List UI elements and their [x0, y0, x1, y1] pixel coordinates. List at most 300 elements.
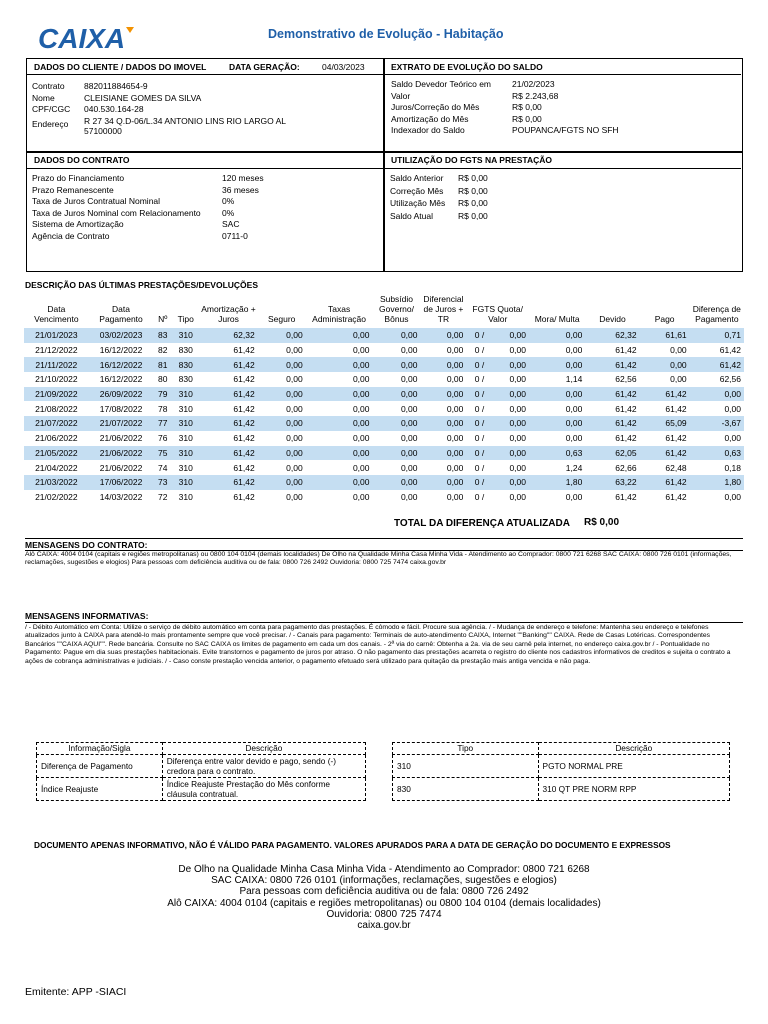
table-cell: 21/12/2022 — [35, 345, 78, 356]
cpf-value: 040.530.164-28 — [84, 104, 144, 114]
balance-row-label: Juros/Correção do Mês — [391, 102, 480, 112]
table-cell: 0,00 — [565, 491, 583, 502]
table-cell: 310 — [178, 462, 193, 473]
messages-contract-title: MENSAGENS DO CONTRATO: — [25, 540, 148, 550]
table-cell: 0,00 — [487, 446, 529, 461]
contract-row-label: Taxa de Juros Contratual Nominal — [32, 196, 161, 206]
balance-row-label: Indexador do Saldo — [391, 125, 465, 135]
table-cell: 0 / — [466, 357, 487, 372]
date-value: 04/03/2023 — [322, 62, 365, 72]
table-cell: 0,00 — [400, 462, 418, 473]
table-cell: 61,42 — [233, 345, 255, 356]
table-cell: 76 — [158, 433, 168, 444]
messages-info-title: MENSAGENS INFORMATIVAS: — [25, 611, 149, 621]
table-cell: 61,42 — [615, 345, 637, 356]
table-cell: 61,42 — [640, 475, 690, 490]
table-cell: 0,00 — [670, 374, 687, 385]
table-row — [24, 431, 744, 446]
table-cell: 0,00 — [420, 446, 466, 461]
table-cell: 0,00 — [258, 357, 306, 372]
table-cell: 21/02/2022 — [35, 491, 78, 502]
table-cell: 0,00 — [529, 357, 585, 372]
table-cell: 61,42 — [690, 357, 744, 372]
table-cell: 0,00 — [420, 328, 466, 343]
table-cell: -3,67 — [690, 416, 744, 431]
table-cell: 16/12/2022 — [89, 357, 154, 372]
legend-row — [37, 755, 366, 778]
fgts-box — [383, 151, 743, 272]
legend-cell: 310 — [393, 755, 539, 778]
table-cell: 61,42 — [585, 357, 639, 372]
table-row — [24, 343, 744, 358]
client-box — [26, 58, 385, 153]
table-cell: 0,00 — [529, 387, 585, 402]
table-cell: 62,56 — [719, 374, 741, 385]
table-cell: 21/08/2022 — [35, 403, 78, 414]
table-cell: 17/06/2022 — [89, 475, 154, 490]
table-cell: 0,00 — [509, 462, 526, 473]
table-cell: 0,18 — [724, 462, 741, 473]
table-cell: 62,32 — [585, 328, 639, 343]
divider — [25, 622, 743, 623]
column-header: Data Vencimento — [34, 304, 79, 324]
legend-row — [393, 778, 730, 801]
table-cell: 0,00 — [372, 328, 420, 343]
footer-line: Ouvidoria: 0800 725 7474 — [326, 908, 442, 920]
table-cell: 61,42 — [665, 433, 687, 444]
table-cell: 74 — [158, 462, 168, 473]
fgts-row-value: R$ 0,00 — [458, 185, 488, 196]
table-cell: 65,09 — [640, 416, 690, 431]
table-cell: 81 — [153, 357, 172, 372]
table-cell: 0,00 — [306, 328, 373, 343]
table-cell: 21/06/2022 — [99, 462, 143, 473]
divider — [25, 538, 743, 539]
table-cell: 21/03/2022 — [24, 475, 89, 490]
table-cell: 61,42 — [199, 416, 257, 431]
legend-type-header — [393, 743, 730, 755]
table-cell: 0,00 — [446, 374, 464, 385]
logo-accent-shape — [126, 27, 134, 33]
column-header: Tipo — [177, 314, 194, 324]
table-cell: 0 / — [474, 462, 485, 473]
legend-header: Informação/Sigla — [37, 743, 163, 755]
contract-label: Contrato — [32, 81, 65, 91]
table-cell: 0,00 — [565, 403, 583, 414]
table-cell: 78 — [158, 403, 168, 414]
table-cell: 0,63 — [690, 446, 744, 461]
table-cell: 0 / — [466, 446, 487, 461]
table-cell: 82 — [158, 345, 168, 356]
table-cell: 0,00 — [690, 387, 744, 402]
fgts-row-value: R$ 0,00 — [458, 173, 488, 183]
installments-table — [24, 294, 744, 504]
table-cell: 1,80 — [690, 475, 744, 490]
client-section-title: DADOS DO CLIENTE / DADOS DO IMOVEL — [34, 62, 207, 72]
table-cell: 0 / — [466, 328, 487, 343]
table-cell: 0,71 — [690, 328, 744, 343]
table-cell: 61,61 — [640, 328, 690, 343]
legend-cell: Diferença de Pagamento — [37, 755, 163, 778]
table-cell: 0,00 — [509, 345, 526, 356]
table-cell: 21/10/2022 — [35, 374, 78, 385]
table-cell: 77 — [153, 416, 172, 431]
column-header: Diferença de Pagamento — [692, 304, 741, 324]
table-cell: 61,42 — [665, 403, 687, 414]
address-value-line1: R 27 34 Q.D-06/L.34 ANTONIO LINS RIO LARGO AL — [84, 116, 287, 126]
table-cell: 61,42 — [719, 345, 741, 356]
footer-contacts — [0, 864, 768, 931]
fgts-row-label: Correção Mês — [390, 185, 444, 196]
installments-body — [24, 328, 744, 504]
table-cell: 0,00 — [724, 433, 741, 444]
column-header: Mora/ Multa — [534, 314, 580, 324]
contract-row-label: Agência de Contrato — [32, 230, 110, 241]
table-cell: 0,00 — [420, 357, 466, 372]
legend-type-table — [392, 742, 730, 801]
table-cell: 0,00 — [487, 357, 529, 372]
legend-cell: PGTO NORMAL PRE — [538, 755, 729, 778]
table-cell: 0,00 — [446, 345, 464, 356]
table-cell: 830 — [178, 374, 193, 385]
legend-info-table — [36, 742, 366, 801]
table-cell: 0,00 — [286, 345, 303, 356]
table-cell: 310 — [172, 416, 199, 431]
address-label: Endereço — [32, 119, 69, 129]
table-cell: 61,42 — [233, 491, 255, 502]
table-cell: 0,00 — [372, 446, 420, 461]
table-cell: 0,00 — [258, 446, 306, 461]
table-cell: 61,42 — [199, 357, 257, 372]
legend-row — [37, 778, 366, 801]
table-cell: 0 / — [474, 491, 485, 502]
table-cell: 0,00 — [352, 433, 370, 444]
footer-line: SAC CAIXA: 0800 726 0101 (informações, reclamações, sugestões e elogios) — [211, 875, 557, 887]
table-row — [24, 372, 744, 387]
legend-cell: Índice Reajuste — [37, 778, 163, 801]
legend-cell: 830 — [393, 778, 539, 801]
contract-row-label: Sistema de Amortização — [32, 219, 124, 229]
fgts-row-label: Saldo Atual — [390, 210, 434, 221]
date-label: DATA GERAÇÃO: — [229, 62, 300, 72]
table-cell: 0,00 — [640, 357, 690, 372]
name-label: Nome — [32, 93, 55, 103]
table-cell: 0,00 — [509, 403, 526, 414]
table-row — [24, 446, 744, 461]
legend-cell: Diferença entre valor devido e pago, sendo (-) credora para o contrato. — [162, 755, 365, 778]
divider — [383, 74, 741, 75]
table-row — [24, 490, 744, 505]
table-cell: 62,66 — [615, 462, 637, 473]
table-cell: 0,00 — [352, 345, 370, 356]
table-cell: 0,00 — [487, 416, 529, 431]
fgts-row-value: R$ 0,00 — [458, 198, 488, 208]
table-cell: 21/09/2022 — [24, 387, 89, 402]
table-cell: 0,00 — [565, 345, 583, 356]
table-cell: 0,00 — [306, 416, 373, 431]
contract-value: 882011884654-9 — [84, 81, 148, 91]
divider — [26, 168, 383, 169]
table-cell: 0,00 — [400, 491, 418, 502]
table-row — [24, 387, 744, 402]
table-cell: 61,42 — [199, 387, 257, 402]
table-cell: 0,00 — [509, 433, 526, 444]
column-header: FGTS Quota/ Valor — [472, 304, 523, 324]
table-row — [24, 475, 744, 490]
column-header: Diferencial de Juros + TR — [423, 294, 464, 324]
table-cell: 0,00 — [446, 403, 464, 414]
table-cell: 1,24 — [565, 462, 583, 473]
contract-row-label: Prazo Remanescente — [32, 184, 114, 195]
table-cell: 310 — [178, 491, 193, 502]
column-header: Amortização + Juros — [201, 304, 256, 324]
legend-type-body — [393, 755, 730, 801]
table-cell: 21/01/2023 — [24, 328, 89, 343]
fgts-row-label: Utilização Mês — [390, 198, 446, 208]
table-cell: 61,42 — [199, 446, 257, 461]
column-header: Pago — [654, 314, 675, 324]
table-cell: 0,00 — [352, 403, 370, 414]
table-cell: 14/03/2022 — [99, 491, 143, 502]
table-cell: 0 / — [474, 374, 485, 385]
table-cell: 0 / — [466, 475, 487, 490]
table-cell: 310 — [172, 387, 199, 402]
contract-row-value: 0% — [222, 207, 235, 218]
table-cell: 16/12/2022 — [99, 345, 143, 356]
legend-header: Descrição — [538, 743, 729, 755]
total-label: TOTAL DA DIFERENÇA ATUALIZADA — [394, 518, 570, 529]
table-cell: 21/11/2022 — [24, 357, 89, 372]
table-cell: 72 — [158, 491, 168, 502]
table-cell: 310 — [172, 328, 199, 343]
table-cell: 26/09/2022 — [89, 387, 154, 402]
legend-info-header — [37, 743, 366, 755]
table-cell: 62,32 — [199, 328, 257, 343]
table-cell: 0,00 — [352, 374, 370, 385]
table-cell: 0,63 — [529, 446, 585, 461]
table-cell: 21/06/2022 — [89, 446, 154, 461]
table-cell: 0,00 — [487, 387, 529, 402]
table-cell: 61,42 — [233, 433, 255, 444]
table-cell: 310 — [178, 403, 193, 414]
contract-section-title: DADOS DO CONTRATO — [34, 155, 130, 165]
table-cell: 0,00 — [258, 416, 306, 431]
contract-row-value: 36 meses — [222, 184, 259, 195]
table-cell: 0 / — [466, 416, 487, 431]
table-cell: 61,42 — [640, 387, 690, 402]
table-cell: 0,00 — [372, 475, 420, 490]
address-value-line2: 57100000 — [84, 126, 122, 136]
table-cell: 0,00 — [529, 328, 585, 343]
fgts-row-value: R$ 0,00 — [458, 210, 488, 221]
table-cell: 61,42 — [615, 433, 637, 444]
table-cell: 0,00 — [306, 446, 373, 461]
table-cell: 0,00 — [372, 357, 420, 372]
table-cell: 0,00 — [286, 403, 303, 414]
balance-row-value: 21/02/2023 — [512, 79, 555, 89]
table-cell: 0 / — [474, 345, 485, 356]
divider — [383, 168, 741, 169]
table-cell: 61,42 — [233, 403, 255, 414]
table-cell: 61,42 — [615, 403, 637, 414]
table-cell: 0 / — [466, 387, 487, 402]
contract-row-value: 120 meses — [222, 173, 264, 183]
table-cell: 0,00 — [258, 328, 306, 343]
table-cell: 830 — [172, 357, 199, 372]
table-cell: 0,00 — [306, 387, 373, 402]
table-cell: 21/06/2022 — [99, 433, 143, 444]
table-cell: 0,00 — [446, 491, 464, 502]
messages-contract-text: Alô CAIXA: 4004 0104 (capitais e regiões metropolitanas) ou 0800 104 0104 (demais localidades) De Olho na Qualidade Minha Casa Minha Vida - Atendimento ao Comprador: 0800 721 6268 SAC CAIXA: 0800 726 0101 (informações, reclamações, sugestões e elogios) Para pessoas com deficiência auditiva ou de fala: 0800 726 2492 Ouvidoria: 0800 725 7474 caixa.gov.br — [25, 551, 732, 567]
column-header: Nº — [158, 314, 168, 324]
table-cell: 73 — [153, 475, 172, 490]
balance-row-value: R$ 0,00 — [512, 113, 542, 124]
table-cell: 0,00 — [487, 328, 529, 343]
balance-row-label: Saldo Devedor Teórico em — [391, 79, 492, 89]
table-cell: 61,42 — [640, 446, 690, 461]
table-cell: 61,42 — [585, 387, 639, 402]
table-cell: 0,00 — [258, 475, 306, 490]
table-cell: 0,00 — [420, 387, 466, 402]
column-header: Seguro — [267, 314, 296, 324]
logo-text: CAIXA — [38, 24, 126, 54]
contract-row-value: SAC — [222, 219, 240, 229]
legend-row — [393, 755, 730, 778]
table-cell: 0,00 — [509, 374, 526, 385]
legend-header: Tipo — [393, 743, 539, 755]
balance-row-value: R$ 2.243,68 — [512, 90, 559, 101]
caixa-logo — [38, 24, 158, 54]
installments-header-row — [24, 294, 744, 328]
table-cell: 310 — [172, 446, 199, 461]
table-cell: 830 — [178, 345, 193, 356]
table-cell: 61,42 — [233, 374, 255, 385]
total-value: R$ 0,00 — [584, 517, 620, 528]
cpf-label: CPF/CGC — [32, 104, 71, 114]
balance-row-label: Amortização do Mês — [391, 113, 469, 124]
table-cell: 0,00 — [306, 357, 373, 372]
table-cell: 0,00 — [565, 433, 583, 444]
divider — [26, 74, 383, 75]
table-cell: 75 — [153, 446, 172, 461]
contract-row-value: 0% — [222, 196, 235, 206]
table-cell: 83 — [153, 328, 172, 343]
table-cell: 79 — [153, 387, 172, 402]
table-cell: 0,00 — [487, 475, 529, 490]
disclaimer: DOCUMENTO APENAS INFORMATIVO, NÃO É VÁLIDO PARA PAGAMENTO. VALORES APURADOS PARA A DATA DE GERAÇÃO DO DOCUMENTO E EXPRESSOS — [34, 840, 671, 850]
table-cell: 0 / — [474, 433, 485, 444]
table-cell: 0,00 — [420, 475, 466, 490]
balance-row-label: Valor — [391, 90, 411, 101]
table-cell: 0,00 — [400, 374, 418, 385]
table-cell: 0,00 — [400, 433, 418, 444]
table-cell: 0,00 — [529, 416, 585, 431]
table-cell: 0,00 — [286, 491, 303, 502]
footer-line: Alô CAIXA: 4004 0104 (capitais e regiões metropolitanas) ou 0800 104 0104 (demais localidades) — [167, 897, 601, 909]
table-cell: 62,05 — [585, 446, 639, 461]
table-cell: 16/12/2022 — [99, 374, 143, 385]
legend-cell: 310 QT PRE NORM RPP — [538, 778, 729, 801]
footer-line: caixa.gov.br — [357, 920, 411, 932]
table-cell: 61,42 — [585, 416, 639, 431]
table-cell: 0,00 — [724, 403, 741, 414]
table-cell: 62,56 — [615, 374, 637, 385]
column-header: Subsídio Governo/ Bônus — [379, 294, 414, 324]
installments-section-title: DESCRIÇÃO DAS ÚLTIMAS PRESTAÇÕES/DEVOLUÇÕES — [25, 280, 258, 290]
table-cell: 0,00 — [446, 462, 464, 473]
balance-row-value: POUPANCA/FGTS NO SFH — [512, 125, 619, 135]
table-cell: 0,00 — [258, 387, 306, 402]
table-cell: 62,48 — [665, 462, 687, 473]
legend-header: Descrição — [162, 743, 365, 755]
table-row — [24, 401, 744, 416]
table-row — [24, 460, 744, 475]
table-cell: 0,00 — [286, 374, 303, 385]
fgts-row-label: Saldo Anterior — [390, 173, 444, 183]
table-row — [24, 328, 744, 343]
messages-info-text: / - Débito Automático em Conta: Utilize o serviço de débito automático em conta para pagamento das prestações. É cômodo e fácil. Procure sua agência. / - Mudança de endereço e telefone: Mantenha seu endereço e telefones atualizados junto à CAIXA para atendê-lo mais prontamente sempre que você precisar. / - Canais para pagamento: Terminais de auto-atendimento CAIXA, Internet ""Banking"" CAIXA. Rede de Casas Lotéricas. Correspondentes Bancários ""CAIXA AQUI"". Rede bancária. Consulte no SAC CAIXA os limites de pagamento em cada um dos canais. - 2ª via do carnê: Obtenha a 2a. via de seu carnê pela internet, no endereço caixa.gov.br / - Pontualidade no Pagamento: Pague em dia suas prestações habitacionais. Evite transtornos e pagamento de juros por atraso. O não pagamento das prestações acarreta o registro do cliente nos cadastros informativos de creditos e sujeita o contrato a ações de cobrança administrativas e judiciais. / - Caso conste prestação vencida anterior, o pagamento efetuado será utilizado para quitação da prestação mais antiga vencida e não paga. — [25, 624, 731, 665]
balance-row-value: R$ 0,00 — [512, 102, 542, 112]
legend-cell: Índice Reajuste Prestação do Mês conforme cláusula contratual. — [162, 778, 365, 801]
table-cell: 21/07/2022 — [24, 416, 89, 431]
table-cell: 0,00 — [509, 491, 526, 502]
table-cell: 1,80 — [529, 475, 585, 490]
table-cell: 21/07/2022 — [89, 416, 154, 431]
footer-line: De Olho na Qualidade Minha Casa Minha Vida - Atendimento ao Comprador: 0800 721 6268 — [178, 864, 590, 875]
table-cell: 21/05/2022 — [24, 446, 89, 461]
table-cell: 21/06/2022 — [35, 433, 78, 444]
table-cell: 0,00 — [306, 475, 373, 490]
table-cell: 310 — [178, 433, 193, 444]
table-cell: 0,00 — [670, 345, 687, 356]
table-cell: 310 — [172, 475, 199, 490]
table-cell: 03/02/2023 — [89, 328, 154, 343]
contract-row-label: Prazo do Financiamento — [32, 173, 125, 183]
table-cell: 0,00 — [446, 433, 464, 444]
table-cell: 0,00 — [352, 491, 370, 502]
table-cell: 0,00 — [400, 403, 418, 414]
table-cell: 1,14 — [565, 374, 583, 385]
table-cell: 0,00 — [352, 462, 370, 473]
table-cell: 0,00 — [724, 491, 741, 502]
column-header: Devido — [599, 314, 626, 324]
column-header: Data Pagamento — [99, 304, 143, 324]
legend-info-body — [37, 755, 366, 801]
contract-row-value: 0711-0 — [222, 230, 248, 241]
table-cell: 80 — [158, 374, 168, 385]
page-title: Demonstrativo de Evolução - Habitação — [268, 27, 504, 41]
table-cell: 0,00 — [372, 387, 420, 402]
balance-section-title: EXTRATO DE EVOLUÇÃO DO SALDO — [391, 62, 543, 72]
table-cell: 0,00 — [400, 345, 418, 356]
issuer: Emitente: APP -SIACI — [25, 986, 127, 998]
table-cell: 0 / — [474, 403, 485, 414]
table-cell: 17/08/2022 — [99, 403, 143, 414]
column-header: Taxas Administração — [312, 304, 367, 324]
table-cell: 61,42 — [199, 475, 257, 490]
table-row — [24, 416, 744, 431]
table-cell: 61,42 — [615, 491, 637, 502]
table-cell: 0,00 — [372, 416, 420, 431]
footer-line: Para pessoas com deficiência auditiva ou de fala: 0800 726 2492 — [239, 886, 529, 898]
table-cell: 0,00 — [286, 433, 303, 444]
fgts-section-title: UTILIZAÇÃO DO FGTS NA PRESTAÇÃO — [391, 155, 553, 165]
table-cell: 0,00 — [286, 462, 303, 473]
table-cell: 61,42 — [665, 491, 687, 502]
table-cell: 63,22 — [585, 475, 639, 490]
table-cell: 61,42 — [233, 462, 255, 473]
table-cell: 0,00 — [420, 416, 466, 431]
